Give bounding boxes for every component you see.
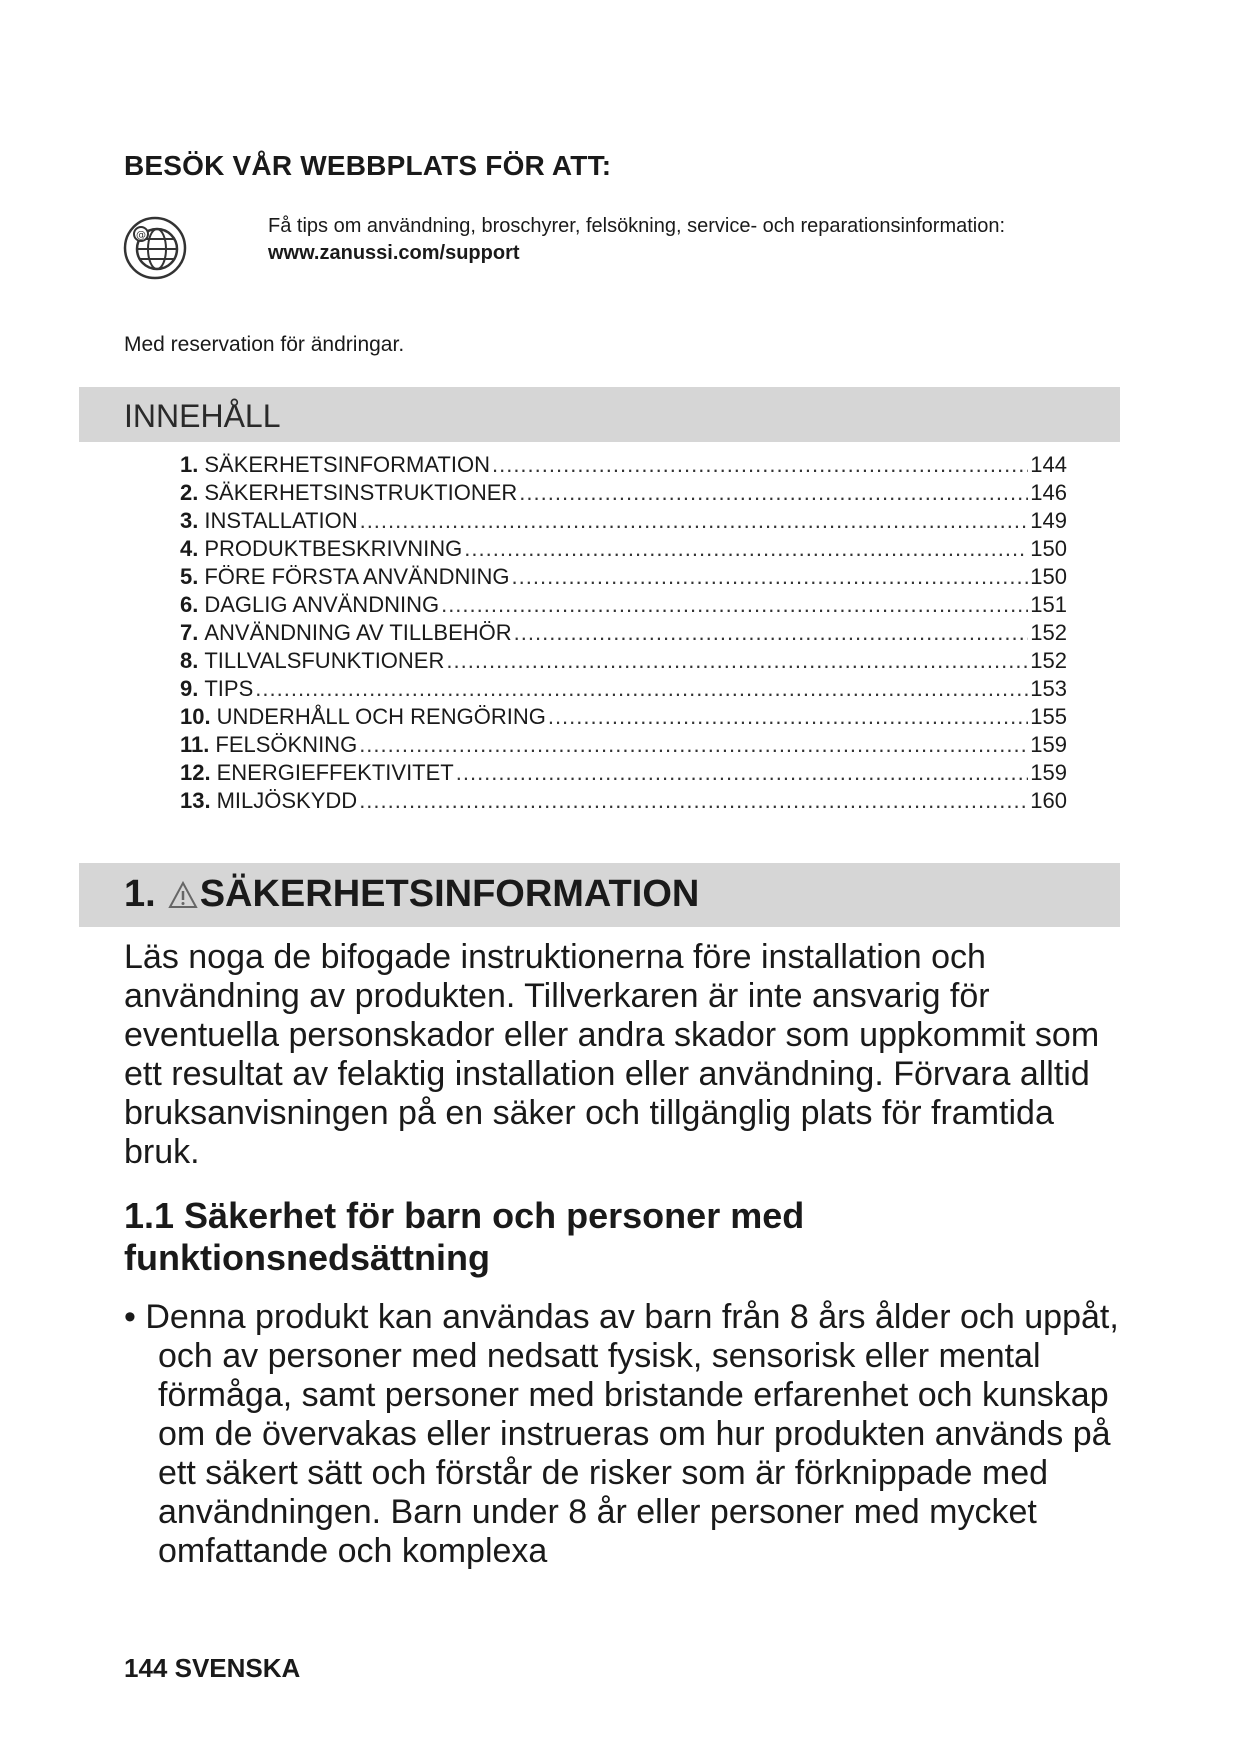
- toc-item-leader: [359, 787, 1028, 815]
- toc-item-page: 152: [1030, 648, 1067, 673]
- section-1-title: SÄKERHETSINFORMATION: [199, 873, 700, 915]
- toc-item-title: SÄKERHETSINSTRUKTIONER: [204, 480, 518, 505]
- toc-item-leader: [255, 675, 1028, 703]
- section-1-1-heading: 1.1 Säkerhet för barn och personer med funktionsnedsättning: [124, 1195, 805, 1278]
- toc-item-page: 159: [1030, 732, 1067, 757]
- support-link[interactable]: www.zanussi.com/support: [268, 242, 520, 264]
- toc-item-leader: [456, 759, 1029, 787]
- svg-text:@: @: [136, 230, 146, 241]
- toc-item-page: 150: [1030, 536, 1067, 561]
- toc-item[interactable]: [180, 731, 1067, 759]
- toc-item-number: 12.: [180, 760, 211, 785]
- toc-item[interactable]: [180, 675, 1067, 703]
- toc-heading: INNEHÅLL: [124, 398, 281, 434]
- toc-item-number: 7.: [180, 620, 199, 645]
- toc-item-leader: [514, 619, 1029, 647]
- toc-list: [180, 451, 1067, 815]
- toc-item[interactable]: [180, 451, 1067, 479]
- toc-item[interactable]: [180, 787, 1067, 815]
- toc-item-page: 155: [1030, 704, 1067, 729]
- toc-item-leader: [548, 703, 1028, 731]
- section-1-intro: Läs noga de bifogade instruktionerna före installation och användning av produkten. Tillverkaren är inte ansvarig för eventuella personskador eller andra skador som uppkommit som ett resultat av felaktig installation eller användning. Förvara alltid bruksanvisningen på en säker och tillgänglig plats för framtida bruk.: [124, 938, 1100, 1171]
- visit-info: [268, 213, 1005, 267]
- toc-item-number: 2.: [180, 480, 199, 505]
- section-1-number: 1.: [124, 873, 156, 915]
- toc-item-leader: [359, 731, 1028, 759]
- toc-item-number: 10.: [180, 704, 211, 729]
- toc-item[interactable]: [180, 619, 1067, 647]
- toc-item-number: 6.: [180, 592, 199, 617]
- section-1-1-bullet: [124, 1298, 1148, 1571]
- toc-item[interactable]: [180, 563, 1067, 591]
- toc-item[interactable]: [180, 759, 1067, 787]
- toc-item-page: 149: [1030, 508, 1067, 533]
- section-1-heading: [124, 873, 699, 916]
- toc-item-leader: [441, 591, 1028, 619]
- toc-item-page: 144: [1030, 452, 1067, 477]
- toc-item-number: 1.: [180, 452, 199, 477]
- toc-item-leader: [519, 479, 1028, 507]
- bullet-text: Denna produkt kan användas av barn från 8 års ålder och uppåt, och av personer med nedsatt fysisk, sensorisk eller mental förmåga, samt personer med bristande erfarenhet och kunskap om de övervakas eller instrueras om hur produkten används på ett säkert sätt och förstår de risker som är förknippade med användningen. Barn under 8 år eller personer med mycket omfattande och komplexa: [145, 1298, 1119, 1570]
- toc-item[interactable]: [180, 703, 1067, 731]
- toc-item-number: 8.: [180, 648, 199, 673]
- bullet-marker: •: [124, 1298, 136, 1336]
- toc-item-title: TIPS: [204, 676, 254, 701]
- visit-heading: BESÖK VÅR WEBBPLATS FÖR ATT:: [124, 150, 612, 181]
- globe-icon: [122, 215, 188, 281]
- toc-item[interactable]: [180, 647, 1067, 675]
- toc-item-title: SÄKERHETSINFORMATION: [204, 452, 490, 477]
- toc-item-title: INSTALLATION: [204, 508, 358, 533]
- visit-info-text: Få tips om användning, broschyrer, felsökning, service- och reparationsinformation:: [268, 215, 1006, 237]
- toc-item-page: 153: [1030, 676, 1067, 701]
- toc-item-number: 5.: [180, 564, 199, 589]
- toc-item-title: TILLVALSFUNKTIONER: [204, 648, 445, 673]
- toc-item-page: 146: [1030, 480, 1067, 505]
- toc-item-number: 9.: [180, 676, 199, 701]
- toc-item-page: 151: [1030, 592, 1067, 617]
- warning-icon: [168, 881, 198, 909]
- toc-item[interactable]: [180, 591, 1067, 619]
- toc-item[interactable]: [180, 535, 1067, 563]
- toc-item-number: 13.: [180, 788, 211, 813]
- toc-item-page: 150: [1030, 564, 1067, 589]
- toc-item-title: PRODUKTBESKRIVNING: [204, 536, 463, 561]
- toc-item-leader: [512, 563, 1029, 591]
- toc-item-title: ANVÄNDNING AV TILLBEHÖR: [204, 620, 512, 645]
- toc-item[interactable]: [180, 479, 1067, 507]
- toc-item-leader: [492, 451, 1028, 479]
- reservation-note: Med reservation för ändringar.: [124, 333, 405, 356]
- toc-item[interactable]: [180, 507, 1067, 535]
- toc-item-title: FÖRE FÖRSTA ANVÄNDNING: [204, 564, 510, 589]
- toc-item-number: 11.: [180, 732, 210, 757]
- toc-item-title: MILJÖSKYDD: [216, 788, 358, 813]
- toc-item-number: 4.: [180, 536, 199, 561]
- toc-item-page: 159: [1030, 760, 1067, 785]
- toc-item-title: ENERGIEFFEKTIVITET: [216, 760, 454, 785]
- toc-item-leader: [360, 507, 1029, 535]
- toc-item-title: DAGLIG ANVÄNDNING: [204, 592, 440, 617]
- toc-item-page: 160: [1030, 788, 1067, 813]
- toc-item-number: 3.: [180, 508, 199, 533]
- toc-item-page: 152: [1030, 620, 1067, 645]
- toc-item-leader: [446, 647, 1028, 675]
- page-footer: 144 SVENSKA: [124, 1653, 301, 1683]
- toc-item-title: UNDERHÅLL OCH RENGÖRING: [216, 704, 546, 729]
- toc-item-leader: [464, 535, 1028, 563]
- toc-item-title: FELSÖKNING: [215, 732, 358, 757]
